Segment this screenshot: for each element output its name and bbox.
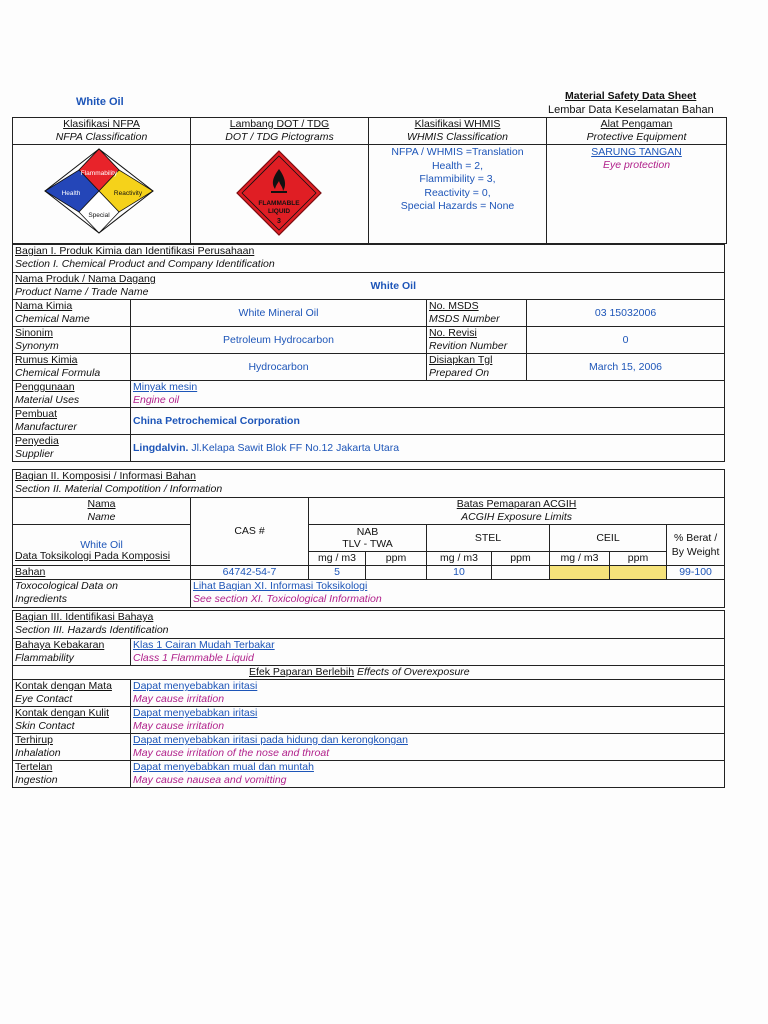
ingestion-label: Tertelan Ingestion bbox=[13, 761, 131, 788]
uses-value: Minyak mesin Engine oil bbox=[131, 381, 725, 408]
chemical-name-label: Nama Kimia Chemical Name bbox=[13, 300, 131, 327]
manufacturer-label: Pembuat Manufacturer bbox=[13, 408, 131, 435]
tlv-mg-value: 5 bbox=[309, 566, 366, 580]
tlv-ppm-unit: ppm bbox=[366, 552, 427, 566]
protective-cell bbox=[547, 145, 727, 244]
supplier-value: Lingdalvin. Jl.Kelapa Sawit Blok FF No.12 Jakarta Utara bbox=[131, 435, 725, 462]
uses-label: Penggunaan Material Uses bbox=[13, 381, 131, 408]
skin-contact-value: Dapat menyebabkan iritasi May cause irritation bbox=[131, 707, 725, 734]
nfpa-diamond-icon bbox=[15, 145, 187, 239]
stel-ppm-value bbox=[492, 566, 550, 580]
flammability-label: Flammability bbox=[80, 170, 118, 177]
eye-contact-value: Dapat menyebabkan iritasi May cause irritation bbox=[131, 680, 725, 707]
whmis-line-2: Health = 2, bbox=[431, 159, 484, 172]
dot-label-2: LIQUID bbox=[267, 208, 291, 215]
inhalation-value: Dapat menyebabkan iritasi pada hidung dan kerongkongan May cause irritation of the nose and throat bbox=[131, 734, 725, 761]
doc-subtitle: Lembar Data Keselamatan Bahan bbox=[548, 104, 714, 116]
protective-header: Alat Pengaman Protective Equipment bbox=[547, 118, 727, 145]
msds-no-label: No. MSDS MSDS Number bbox=[427, 300, 527, 327]
whmis-line-1: NFPA / WHMIS =Translation bbox=[391, 146, 524, 158]
ceil-ppm-value bbox=[610, 566, 667, 580]
stel-header: STEL bbox=[427, 525, 550, 552]
tox-data-value: Lihat Bagian XI. Informasi Toksikologi See section XI. Toxicological Information bbox=[191, 580, 725, 608]
revision-value: 0 bbox=[527, 327, 725, 354]
cas-value: 64742-54-7 bbox=[191, 566, 309, 580]
chemical-name-value: White Mineral Oil bbox=[131, 300, 427, 327]
stel-ppm-unit: ppm bbox=[492, 552, 550, 566]
ceil-header: CEIL bbox=[550, 525, 667, 552]
whmis-cell bbox=[369, 145, 547, 244]
msds-no-value: 03 15032006 bbox=[527, 300, 725, 327]
product-title: White Oil bbox=[76, 96, 124, 108]
flammable-liquid-icon bbox=[193, 145, 365, 239]
revision-label: No. Revisi Revition Number bbox=[427, 327, 527, 354]
supplier-label: Penyedia Supplier bbox=[13, 435, 131, 462]
doc-title: Material Safety Data Sheet bbox=[565, 90, 697, 102]
dot-label-1: FLAMMABLE bbox=[258, 200, 300, 207]
ceil-ppm-unit: ppm bbox=[610, 552, 667, 566]
section2-title: Bagian II. Komposisi / Informasi Bahan Section II. Material Compotition / Information bbox=[13, 470, 725, 498]
prepared-value: March 15, 2006 bbox=[527, 354, 725, 381]
whmis-line-5: Special Hazards = None bbox=[400, 200, 515, 212]
health-label: Health bbox=[61, 190, 81, 197]
section3-table bbox=[12, 610, 725, 788]
formula-label: Rumus Kimia Chemical Formula bbox=[13, 354, 131, 381]
protective-line-2: Eye protection bbox=[602, 159, 671, 171]
acgih-header: Batas Pemaparan ACGIH ACGIH Exposure Limits bbox=[309, 498, 725, 525]
tox-indonesian-label: Data Toksikologi Pada Komposisi bbox=[15, 550, 171, 562]
nfpa-header: Klasifikasi NFPA NFPA Classification bbox=[13, 118, 191, 145]
formula-value: Hydrocarbon bbox=[131, 354, 427, 381]
section3-title: Bagian III. Identifikasi Bahaya Section III. Hazards Identification bbox=[13, 611, 725, 639]
weight-header: % Berat / By Weight bbox=[667, 525, 725, 566]
whmis-line-3: Flammibility = 3, bbox=[419, 173, 496, 185]
dot-pictogram-cell bbox=[191, 145, 369, 244]
protective-line-1: SARUNG TANGAN bbox=[591, 146, 682, 158]
ceil-mg-value bbox=[550, 566, 610, 580]
component-name: White Oil bbox=[13, 525, 191, 566]
section1-table bbox=[12, 244, 725, 462]
manufacturer-value: China Petrochemical Corporation bbox=[131, 408, 725, 435]
whmis-line-4: Reactivity = 0, bbox=[424, 186, 491, 199]
overexposure-header: Efek Paparan Berlebih Effects of Overexposure bbox=[13, 666, 725, 680]
ceil-mg-unit: mg / m3 bbox=[550, 552, 610, 566]
whmis-header: Klasifikasi WHMIS WHMIS Classification bbox=[369, 118, 547, 145]
special-label: Special bbox=[88, 212, 110, 219]
section1-title: Bagian I. Produk Kimia dan Identifikasi Perusahaan Section I. Chemical Product and Company Identification bbox=[13, 245, 725, 273]
dot-class: 3 bbox=[277, 218, 281, 225]
inhalation-label: Terhirup Inhalation bbox=[13, 734, 131, 761]
reactivity-label: Reactivity bbox=[113, 190, 143, 197]
dot-header: Lambang DOT / TDG DOT / TDG Pictograms bbox=[191, 118, 369, 145]
nab-header: NAB TLV - TWA bbox=[309, 525, 427, 552]
synonym-value: Petroleum Hydrocarbon bbox=[131, 327, 427, 354]
synonym-label: Sinonim Synonym bbox=[13, 327, 131, 354]
classification-table bbox=[12, 117, 727, 244]
cas-header: CAS # bbox=[191, 498, 309, 566]
tlv-ppm-value bbox=[366, 566, 427, 580]
name-header: Nama Name bbox=[13, 498, 191, 525]
nfpa-diamond-cell bbox=[13, 145, 191, 244]
weight-value: 99-100 bbox=[667, 566, 725, 580]
stel-mg-unit: mg / m3 bbox=[427, 552, 492, 566]
bahan-label: Bahan bbox=[13, 566, 191, 580]
tox-data-label: Toxocological Data on Ingredients bbox=[13, 580, 191, 608]
skin-contact-label: Kontak dengan Kulit Skin Contact bbox=[13, 707, 131, 734]
ingestion-value: Dapat menyebabkan mual dan muntah May cause nausea and vomitting bbox=[131, 761, 725, 788]
product-name-value: White Oil bbox=[131, 273, 725, 300]
tlv-mg-unit: mg / m3 bbox=[309, 552, 366, 566]
flammability-label: Bahaya Kebakaran Flammability bbox=[13, 639, 131, 666]
eye-contact-label: Kontak dengan Mata Eye Contact bbox=[13, 680, 131, 707]
stel-mg-value: 10 bbox=[427, 566, 492, 580]
flammability-value: Klas 1 Cairan Mudah Terbakar Class 1 Flammable Liquid bbox=[131, 639, 725, 666]
product-name-label: Nama Produk / Nama Dagang Product Name / Trade Name bbox=[13, 273, 131, 300]
prepared-label: Disiapkan Tgl Prepared On bbox=[427, 354, 527, 381]
section2-table bbox=[12, 469, 725, 608]
